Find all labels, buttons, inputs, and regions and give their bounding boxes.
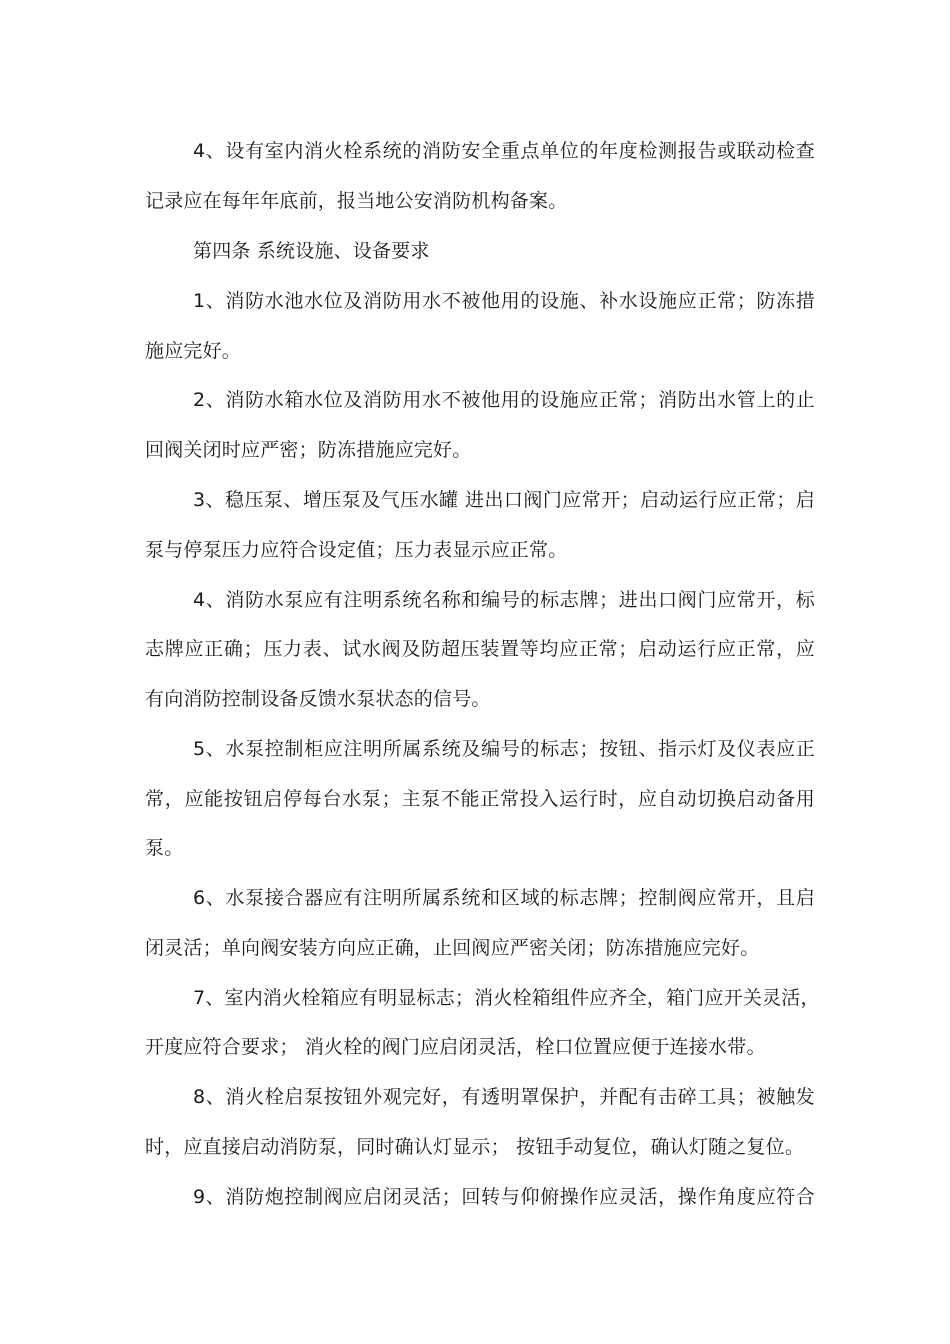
item-2-line-1: 2、消防水箱水位及消防用水不被他用的设施应正常；消防出水管上的止 xyxy=(193,389,815,411)
item-4-line-3: 有向消防控制设备反馈水泵状态的信号。 xyxy=(145,688,491,710)
item-2-line-2: 回阀关闭时应严密；防冻措施应完好。 xyxy=(145,439,472,461)
item-7-line-1: 7、室内消火栓箱应有明显标志；消火栓箱组件应齐全，箱门应开关灵活， xyxy=(193,987,820,1009)
item-1-line-2: 施应完好。 xyxy=(145,340,242,362)
item-6-line-1: 6、水泵接合器应有注明所属系统和区域的标志牌；控制阀应常开，且启 xyxy=(193,887,815,909)
item-5-line-3: 泵。 xyxy=(145,837,184,859)
item-9-line-1: 9、消防炮控制阀应启闭灵活；回转与仰俯操作应灵活，操作角度应符合 xyxy=(193,1186,815,1208)
paragraph-4-line-1: 4、设有室内消火栓系统的消防安全重点单位的年度检测报告或联动检查 xyxy=(193,140,815,162)
item-6-line-2: 闭灵活；单向阀安装方向应正确，止回阀应严密关闭；防冻措施应完好。 xyxy=(145,937,760,959)
item-8-line-1: 8、消火栓启泵按钮外观完好，有透明罩保护，并配有击碎工具；被触发 xyxy=(193,1086,815,1108)
item-1-line-1: 1、消防水池水位及消防用水不被他用的设施、补水设施应正常；防冻措 xyxy=(193,290,815,312)
section-heading-article-4: 第四条 系统设施、设备要求 xyxy=(193,240,430,262)
paragraph-4-line-2: 记录应在每年年底前，报当地公安消防机构备案。 xyxy=(145,190,568,212)
item-5-line-1: 5、水泵控制柜应注明所属系统及编号的标志；按钮、指示灯及仪表应正 xyxy=(193,738,815,760)
item-4-line-2: 志牌应正确；压力表、试水阀及防超压装置等均应正常；启动运行应正常，应 xyxy=(145,638,815,660)
item-3-line-2: 泵与停泵压力应符合设定值；压力表显示应正常。 xyxy=(145,539,568,561)
item-5-line-2: 常，应能按钮启停每台水泵；主泵不能正常投入运行时，应自动切换启动备用 xyxy=(145,788,815,810)
item-4-line-1: 4、消防水泵应有注明系统名称和编号的标志牌；进出口阀门应常开，标 xyxy=(193,589,815,611)
item-7-line-2: 开度应符合要求； 消火栓的阀门应启闭灵活，栓口位置应便于连接水带。 xyxy=(145,1036,766,1058)
item-8-line-2: 时，应直接启动消防泵，同时确认灯显示； 按钮手动复位，确认灯随之复位。 xyxy=(145,1136,805,1158)
item-3-line-1: 3、稳压泵、增压泵及气压水罐 进出口阀门应常开；启动运行应正常；启 xyxy=(193,489,815,511)
